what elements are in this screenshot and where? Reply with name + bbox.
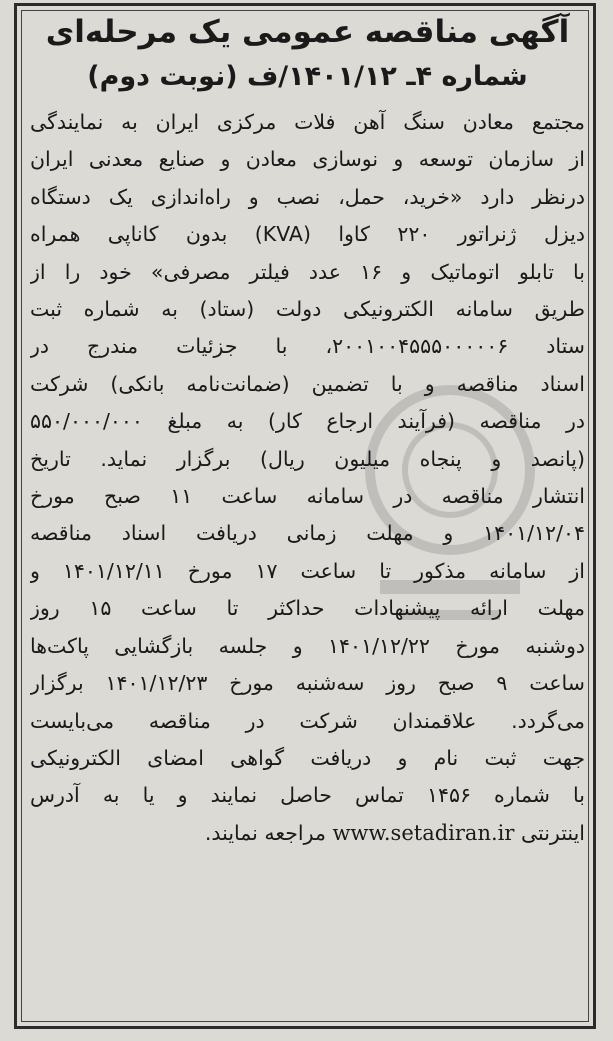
notice-body-line: با تابلو اتوماتیک و ۱۶ عدد فیلتر مصرفی» خود را از <box>30 259 585 284</box>
notice-title: آگهی مناقصه عمومی یک مرحله‌ای <box>45 14 570 50</box>
notice-body <box>30 104 585 815</box>
notice-body-line: دیزل ژنراتور ۲۲۰ کاوا (KVA) بدون کاناپی همراه <box>30 222 585 247</box>
notice-body-line: در مناقصه (فرآیند ارجاع کار) به مبلغ ۵۵۰/۰۰۰/۰۰۰ <box>30 409 585 434</box>
notice-body-line: از سازمان توسعه و نوسازی معادن و صنایع معدنی ایران <box>30 147 585 172</box>
notice-body-line: ۱۴۰۱/۱۲/۰۴ و مهلت زمانی دریافت اسناد مناقصه <box>30 521 585 546</box>
notice-body-line: دوشنبه مورخ ۱۴۰۱/۱۲/۲۲ و جلسه بازگشایی پاکت‌ها <box>30 633 585 658</box>
notice-body-line: (پانصد و پنجاه میلیون ریال) برگزار نماید. تاریخ <box>30 446 585 471</box>
website-link[interactable]: www.setadiran.ir <box>332 820 515 845</box>
notice-body-line: مجتمع معادن سنگ آهن فلات مرکزی ایران به نمایندگی <box>30 110 585 134</box>
notice-body-line: مهلت ارائه پیشنهادات حداکثر تا ساعت ۱۵ روز <box>30 596 585 621</box>
notice-number: شماره ۴ـ ۱۴۰۱/۱۲/ف (نوبت دوم) <box>87 61 528 92</box>
notice-body-line: با شماره ۱۴۵۶ تماس حاصل نمایند و یا به آدرس <box>30 783 585 808</box>
notice-content <box>30 8 585 852</box>
notice-body-line: اسناد مناقصه و با تضمین (ضمانت‌نامه بانکی) شرکت <box>30 371 585 396</box>
internet-label: اینترنتی <box>520 820 585 845</box>
notice-body-line: انتشار مناقصه در سامانه ساعت ۱۱ صبح مورخ <box>30 484 585 509</box>
notice-body-line: ستاد ۲۰۰۱۰۰۴۵۵۵۰۰۰۰۰۶، با جزئیات مندرج در <box>30 334 585 359</box>
notice-body-line: می‌گردد. علاقمندان شرکت در مناقصه می‌بایست <box>30 708 585 733</box>
notice-body-line: درنظر دارد «خرید، حمل، نصب و راه‌اندازی یک دستگاه <box>30 184 585 209</box>
notice-body-line-last <box>30 815 585 852</box>
notice-body-line: ساعت ۹ صبح روز سه‌شنبه مورخ ۱۴۰۱/۱۲/۲۳ برگزار <box>30 671 585 696</box>
notice-body-line: جهت ثبت نام و دریافت گواهی امضای الکترونیکی <box>30 745 585 770</box>
notice-body-line: از سامانه مذکور تا ساعت ۱۷ مورخ ۱۴۰۱/۱۲/۱۱ و <box>30 558 585 583</box>
notice-body-line: طریق سامانه الکترونیکی دولت (ستاد) به شماره ثبت <box>30 297 585 322</box>
refer-text: مراجعه نمایند. <box>204 820 326 845</box>
